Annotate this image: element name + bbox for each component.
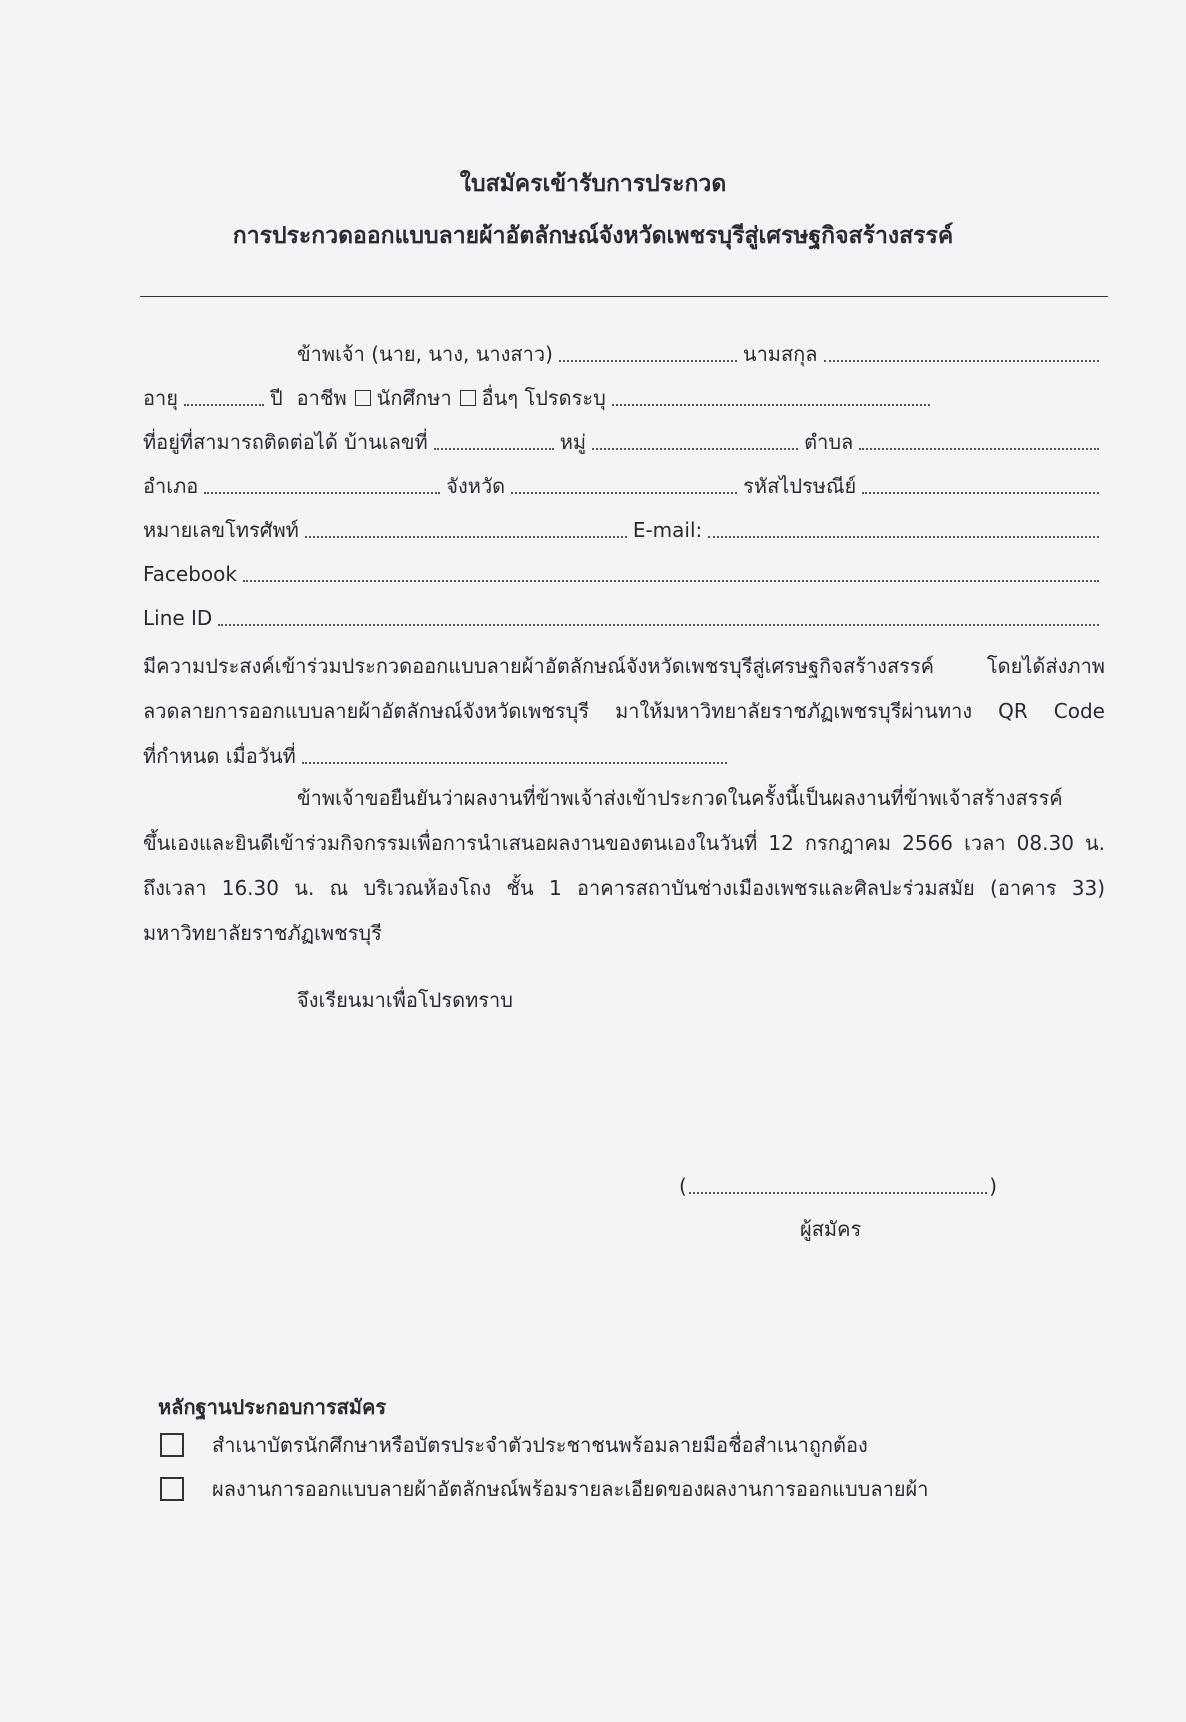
address-label: ที่อยู่ที่สามารถติดต่อได้ บ้านเลขที่: [143, 430, 428, 454]
phone-field[interactable]: [305, 536, 627, 538]
address-row: [143, 424, 1105, 454]
age-occupation-row: [143, 380, 1105, 410]
email-field[interactable]: [708, 536, 1099, 538]
signature-close-paren: ): [989, 1174, 997, 1198]
other-label: อื่นๆ โปรดระบุ: [481, 386, 606, 410]
evidence-item-label: สำเนาบัตรนักศึกษาหรือบัตรประจำตัวประชาชนพร้อมลายมือชื่อสำเนาถูกต้อง: [212, 1433, 868, 1457]
name-row: [297, 336, 1105, 366]
district-row: [143, 468, 1105, 498]
age-label: อายุ: [143, 386, 178, 410]
declaration-line-2: ขึ้นเองและยินดีเข้าร่วมกิจกรรมเพื่อการนำเสนอผลงานของตนเองในวันที่ 12 กรกฎาคม 2566 เวลา 08.30 น.: [143, 831, 1105, 855]
other-field[interactable]: [612, 404, 930, 406]
line-id-field[interactable]: [218, 624, 1099, 626]
header-divider: [140, 296, 1108, 297]
subdistrict-label: ตำบล: [804, 430, 854, 454]
postal-label: รหัสไปรษณีย์: [743, 474, 857, 498]
district-field[interactable]: [204, 492, 440, 494]
facebook-label: Facebook: [143, 562, 237, 586]
signature-field[interactable]: [689, 1192, 987, 1194]
closing-text: จึงเรียนมาเพื่อโปรดทราบ: [297, 988, 513, 1012]
signature-line: [679, 1168, 997, 1198]
submission-date-label: ที่กำหนด เมื่อวันที่: [143, 744, 296, 768]
signature-open-paren: (: [679, 1174, 687, 1198]
postal-field[interactable]: [862, 492, 1099, 494]
name-label: ข้าพเจ้า (นาย, นาง, นางสาว): [297, 342, 553, 366]
declaration-line-1: ข้าพเจ้าขอยืนยันว่าผลงานที่ข้าพเจ้าส่งเข้าประกวดในครั้งนี้เป็นผลงานที่ข้าพเจ้าสร้างสรรค์: [297, 786, 1063, 810]
surname-field[interactable]: [824, 360, 1099, 362]
signature-caption: ผู้สมัคร: [800, 1217, 862, 1241]
student-label: นักศึกษา: [376, 386, 452, 410]
house-number-field[interactable]: [434, 448, 554, 450]
line-id-label: Line ID: [143, 606, 213, 630]
phone-label: หมายเลขโทรศัพท์: [143, 518, 299, 542]
facebook-row: [143, 556, 1105, 586]
declaration-line-4: มหาวิทยาลัยราชภัฏเพชรบุรี: [143, 921, 382, 945]
statement-line-1: มีความประสงค์เข้าร่วมประกวดออกแบบลายผ้าอัตลักษณ์จังหวัดเพชรบุรีสู่เศรษฐกิจสร้างสรรค์ โดยได้ส่งภาพ: [143, 654, 1105, 678]
facebook-field[interactable]: [243, 580, 1099, 582]
evidence-item: [160, 1430, 1060, 1460]
statement-line-2: ลวดลายการออกแบบลายผ้าอัตลักษณ์จังหวัดเพชรบุรี มาให้มหาวิทยาลัยราชภัฏเพชรบุรีผ่านทาง QR Code: [143, 699, 1105, 723]
form-title: ใบสมัครเข้ารับการประกวด: [459, 171, 727, 197]
village-label: หมู่: [559, 430, 587, 454]
email-label: E-mail:: [632, 518, 703, 542]
evidence-checkbox-2[interactable]: [160, 1477, 184, 1501]
province-field[interactable]: [511, 492, 737, 494]
evidence-item: [160, 1474, 1060, 1504]
district-label: อำเภอ: [143, 474, 199, 498]
village-field[interactable]: [592, 448, 798, 450]
evidence-title: หลักฐานประกอบการสมัคร: [158, 1395, 387, 1419]
year-label: ปี: [269, 386, 283, 410]
other-checkbox[interactable]: [460, 390, 476, 406]
submission-date-field[interactable]: [302, 762, 727, 764]
subdistrict-field[interactable]: [859, 448, 1099, 450]
evidence-item-label: ผลงานการออกแบบลายผ้าอัตลักษณ์พร้อมรายละเอียดของผลงานการออกแบบลายผ้า: [212, 1477, 929, 1501]
age-field[interactable]: [184, 404, 264, 406]
declaration-line-3: ถึงเวลา 16.30 น. ณ บริเวณห้องโถง ชั้น 1 อาคารสถาบันช่างเมืองเพชรและศิลปะร่วมสมัย (อาคาร 33): [143, 876, 1105, 900]
contact-row: [143, 512, 1105, 542]
surname-label: นามสกุล: [742, 342, 818, 366]
line-id-row: [143, 600, 1105, 630]
evidence-checkbox-1[interactable]: [160, 1433, 184, 1457]
province-label: จังหวัด: [446, 474, 506, 498]
submission-date-row: [143, 738, 733, 768]
name-field[interactable]: [559, 360, 737, 362]
occupation-label: อาชีพ: [296, 386, 347, 410]
form-subtitle: การประกวดออกแบบลายผ้าอัตลักษณ์จังหวัดเพชรบุรีสู่เศรษฐกิจสร้างสรรค์: [232, 223, 954, 249]
student-checkbox[interactable]: [355, 390, 371, 406]
